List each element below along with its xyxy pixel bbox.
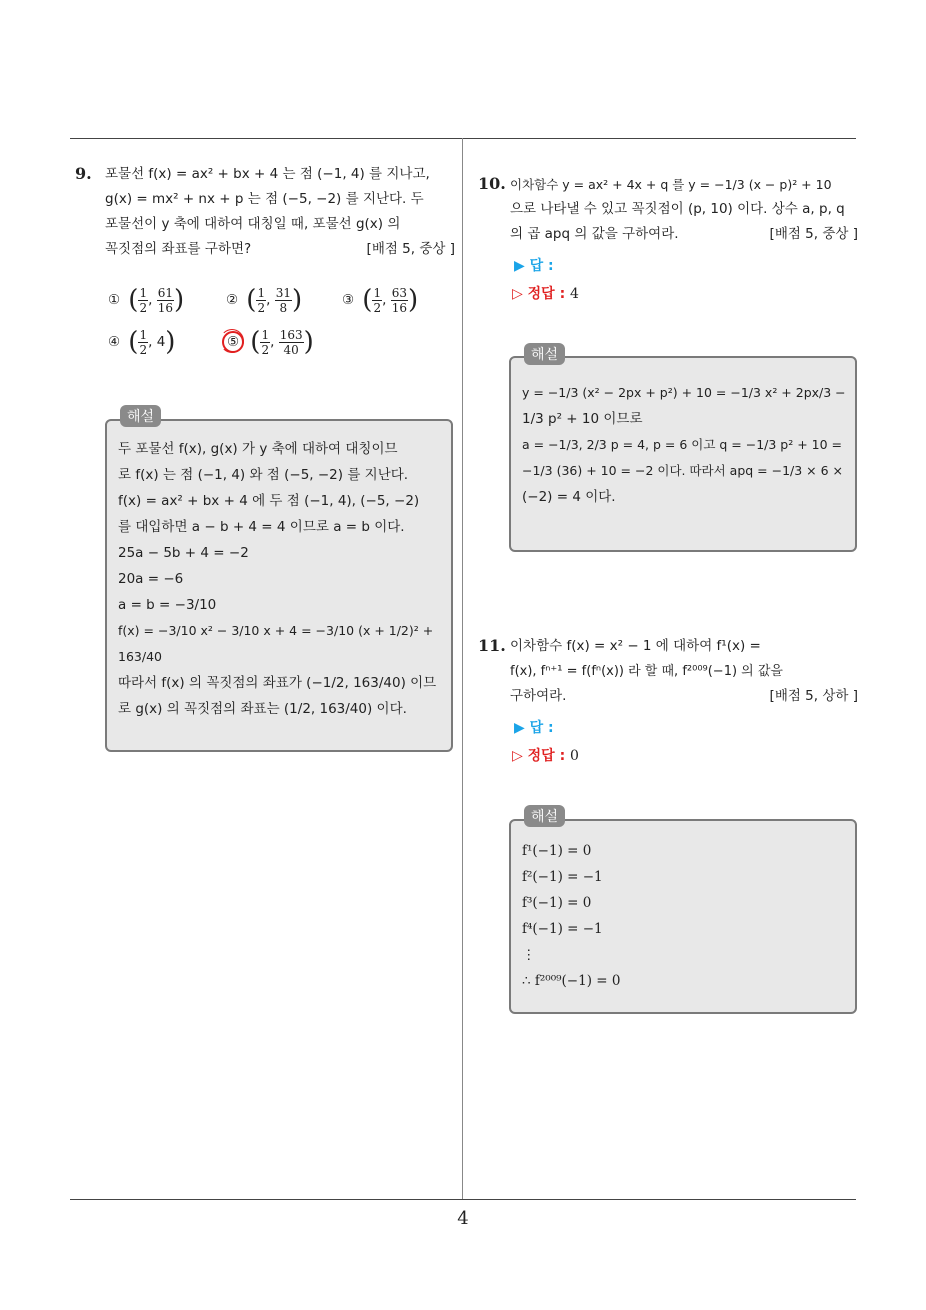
solution-line: (−2) = 4 이다. [522,489,616,505]
choice-2[interactable]: ② ( $\frac{1}{2}$ , $\frac{31}{8}$ ) [226,285,303,315]
question-11-line: 이차함수 f(x) = x² − 1 에 대하여 f¹(x) = [510,638,761,654]
question-9-number: 9. [75,164,92,183]
question-9-line: 포물선이 y 축에 대하여 대칭일 때, 포물선 g(x) 의 [105,216,401,232]
question-11-number: 11. [478,636,506,655]
question-9-line: 포물선 f(x) = ax² + bx + 4 는 점 (−1, 4) 를 지나고, [105,166,430,182]
question-9-line: g(x) = mx² + nx + p 는 점 (−5, −2) 를 지난다. 두 [105,191,424,207]
question-10-line: 의 곱 apq 의 값을 구하여라. [510,226,679,242]
solution-line: ∴ f²⁰⁰⁹(−1) = 0 [522,973,621,989]
choice-3[interactable]: ③ ( $\frac{1}{2}$ , $\frac{63}{16}$ ) [342,285,419,315]
question-9-tag: [배점 5, 중상 ] [366,241,455,257]
question-10-correct: ▷ 정답 : 4 [512,286,579,302]
solution-line: 25a − 5b + 4 = −2 [118,545,249,561]
solution-line: a = b = −3/10 [118,597,217,613]
solution-line: 두 포물선 f(x), g(x) 가 y 축에 대하여 대칭이므 [118,441,398,457]
solution-line: a = −1/3, 2/3 p = 4, p = 6 이고 q = −1/3 p² + 10 = [522,437,843,452]
solution-line: f(x) = −3/10 x² − 3/10 x + 4 = −3/10 (x + 1/2)² + 163/40 [118,623,434,664]
bottom-rule [70,1199,856,1200]
choice-4[interactable]: ④ ( $\frac{1}{2}$ , 4) [108,327,176,357]
solution-line: f⁴(−1) = −1 [522,921,603,937]
solution-line: f³(−1) = 0 [522,895,592,911]
solution-line: 로 g(x) 의 꼭짓점의 좌표는 (1/2, 163/40) 이다. [118,701,407,717]
question-11-line: f(x), fⁿ⁺¹ = f(fⁿ(x)) 라 할 때, f²⁰⁰⁹(−1) 의 값을 [510,664,783,679]
question-9-line: 꼭짓점의 좌표를 구하면? [105,241,252,257]
solution-line: 20a = −6 [118,571,184,587]
solution-line: −1/3 (36) + 10 = −2 이다. 따라서 apq = −1/3 × 6 × [522,463,844,478]
selected-answer-mark: ⑤ [222,331,244,353]
solution-line: f¹(−1) = 0 [522,843,592,859]
question-11-correct: ▷ 정답 : 0 [512,748,579,764]
question-10-tag: [배점 5, 중상 ] [769,226,858,242]
question-11-solution-label: 해설 [524,805,565,827]
choice-5[interactable]: ⑤ ( $\frac{1}{2}$ , $\frac{163}{40}$ ) [222,327,314,357]
page-number: 4 [457,1208,469,1229]
solution-line: 따라서 f(x) 의 꼭짓점의 좌표가 (−1/2, 163/40) 이므 [118,675,437,691]
question-10-line: 이차함수 y = ax² + 4x + q 를 y = −1/3 (x − p)² + 10 [510,177,832,192]
question-11-tag: [배점 5, 상하 ] [769,688,858,704]
solution-line: 1/3 p² + 10 이므로 [522,411,643,427]
question-10-correct-value: 4 [570,286,579,302]
question-10-answer[interactable]: ▶ 답 : [514,258,554,274]
top-rule [70,138,856,139]
question-10-number: 10. [478,174,506,193]
question-10-solution-label: 해설 [524,343,565,365]
solution-line: 를 대입하면 a − b + 4 = 4 이므로 a = b 이다. [118,519,405,535]
question-10-solution-text [522,380,852,510]
solution-line: f(x) = ax² + bx + 4 에 두 점 (−1, 4), (−5, −2) [118,493,420,509]
choice-1[interactable]: ① ( $\frac{1}{2}$ , $\frac{61}{16}$ ) [108,285,185,315]
question-9-solution-text [118,436,448,722]
question-11-line: 구하여라. [510,688,567,704]
solution-line: f²(−1) = −1 [522,869,603,885]
question-9-text [105,162,455,262]
question-10-text [510,172,858,247]
question-11-answer[interactable]: ▶ 답 : [514,720,554,736]
question-10-line: 으로 나타낼 수 있고 꼭짓점이 (p, 10) 이다. 상수 a, p, q [510,201,845,217]
solution-line: ⋮ [522,947,536,963]
solution-line: 로 f(x) 는 점 (−1, 4) 와 점 (−5, −2) 를 지난다. [118,467,409,483]
column-divider [462,138,463,1200]
question-9-solution-label: 해설 [120,405,161,427]
question-11-correct-value: 0 [570,748,579,764]
question-11-text [510,634,858,709]
question-11-solution-text [522,838,852,994]
solution-line: y = −1/3 (x² − 2px + p²) + 10 = −1/3 x² + 2px/3 − [522,385,846,400]
